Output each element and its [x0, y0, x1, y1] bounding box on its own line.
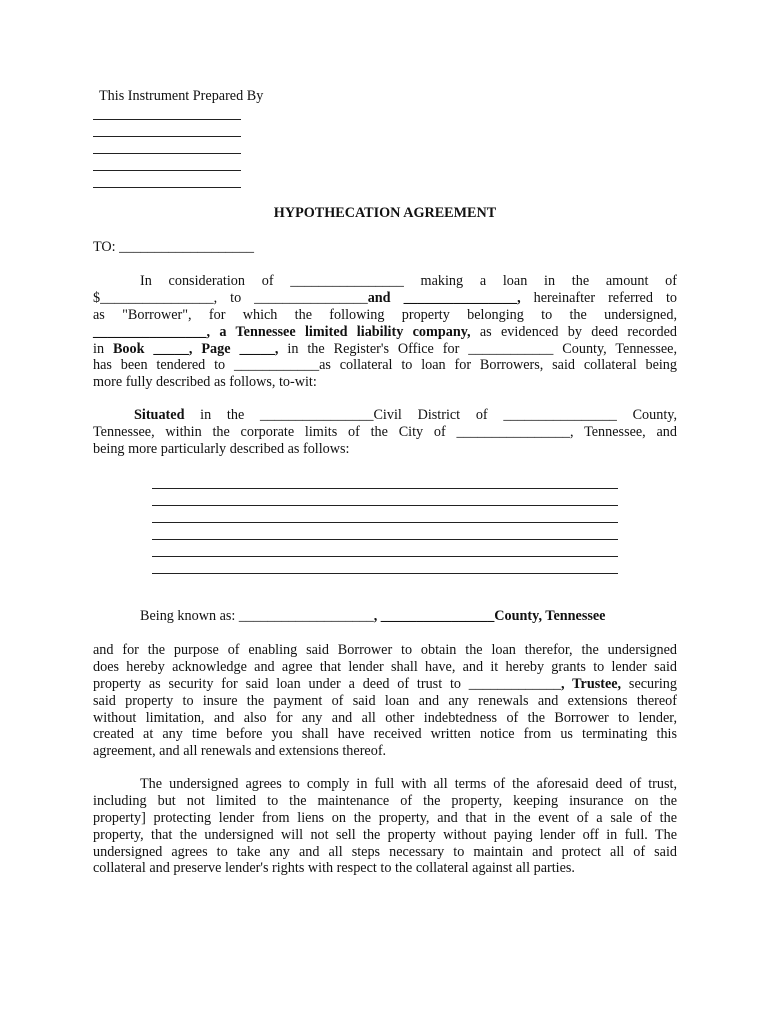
- text-line: being more particularly described as follows:: [93, 440, 350, 457]
- text-line: has been tendered to ____________as collateral to loan for Borrowers, said collateral being: [93, 357, 677, 374]
- description-blank-line: [152, 539, 618, 540]
- text-run: Being known as: ___________________: [140, 608, 374, 624]
- preparer-blank-line: [93, 153, 241, 154]
- text-line: without limitation, and also for any and all other indebtedness of the Borrower to lender,: [93, 709, 677, 726]
- prepared-by-label: This Instrument Prepared By: [99, 88, 264, 104]
- text-line: [93, 290, 677, 307]
- bold-run: , Trustee,: [561, 675, 622, 692]
- preparer-blank-line: [93, 119, 241, 120]
- text-run: as evidenced by deed recorded: [470, 323, 677, 340]
- text-line: Tennessee, within the corporate limits of the City of ________________, Tennessee, and: [93, 423, 677, 440]
- text-line: [93, 324, 677, 341]
- bold-run: Situated: [134, 407, 185, 423]
- text-line: including but not limited to the maintenance of the property, keeping insurance on the: [93, 792, 677, 809]
- text-line: and for the purpose of enabling said Borrower to obtain the loan therefor, the undersigned: [93, 642, 677, 658]
- to-line: TO: ___________________: [93, 239, 254, 255]
- compliance-paragraph: [93, 776, 677, 877]
- bold-run: Book _____, Page _____,: [112, 340, 279, 357]
- description-blank-line: [152, 556, 618, 557]
- document-title: HYPOTHECATION AGREEMENT: [273, 205, 497, 221]
- text-line: [93, 341, 677, 358]
- text-run: in the ________________Civil District of ________________ County,: [184, 407, 677, 423]
- text-line: agreement, and all renewals and extensions thereof.: [93, 743, 387, 760]
- text-run: property as security for said loan under a deed of trust to _____________: [93, 675, 562, 692]
- text-line: as "Borrower", for which the following property belonging to the undersigned,: [93, 306, 677, 323]
- bold-run: , ________________County, Tennessee: [373, 608, 606, 624]
- text-line: undersigned agrees to take any and all steps necessary to maintain and protect all of said: [93, 843, 677, 860]
- text-line: property, that the undersigned will not sell the property without paying lender off in full. The: [93, 826, 677, 843]
- preparer-blank-line: [93, 187, 241, 188]
- description-blank-line: [152, 573, 618, 574]
- text-run: hereinafter referred to: [520, 289, 677, 306]
- text-line: The undersigned agrees to comply in full with all terms of the aforesaid deed of trust,: [140, 776, 677, 792]
- description-blank-line: [152, 488, 618, 489]
- text-line: created at any time before you shall have received written notice from us terminating this: [93, 726, 677, 743]
- purpose-paragraph: [93, 642, 677, 760]
- bold-run: ________________, a Tennessee limited liability company,: [93, 323, 471, 340]
- text-line: does hereby acknowledge and agree that lender shall have, and it hereby grants to lender said: [93, 658, 677, 675]
- text-line: property] protecting lender from liens on the property, and that in the event of a sale of the: [93, 809, 677, 826]
- text-line: said property to insure the payment of said loan and any renewals and extensions thereof: [93, 692, 677, 709]
- bold-run: and ________________,: [367, 289, 521, 306]
- preparer-blank-line: [93, 136, 241, 137]
- consideration-paragraph: [93, 273, 677, 391]
- preparer-blank-line: [93, 170, 241, 171]
- text-run: in: [93, 340, 113, 357]
- situated-paragraph: [93, 407, 677, 458]
- text-line: [93, 407, 677, 424]
- description-blank-line: [152, 505, 618, 506]
- description-blank-line: [152, 522, 618, 523]
- text-run: in the Register's Office for ____________ County, Tennessee,: [278, 340, 677, 357]
- known-as-line: [140, 608, 605, 625]
- text-line: [93, 676, 677, 693]
- text-line: In consideration of ________________ making a loan in the amount of: [140, 273, 677, 289]
- text-line: more fully described as follows, to-wit:: [93, 374, 317, 391]
- text-line: collateral and preserve lender's rights with respect to the collateral against all parties.: [93, 860, 575, 877]
- text-run: $________________, to ________________: [93, 289, 368, 306]
- text-run: securing: [621, 675, 677, 692]
